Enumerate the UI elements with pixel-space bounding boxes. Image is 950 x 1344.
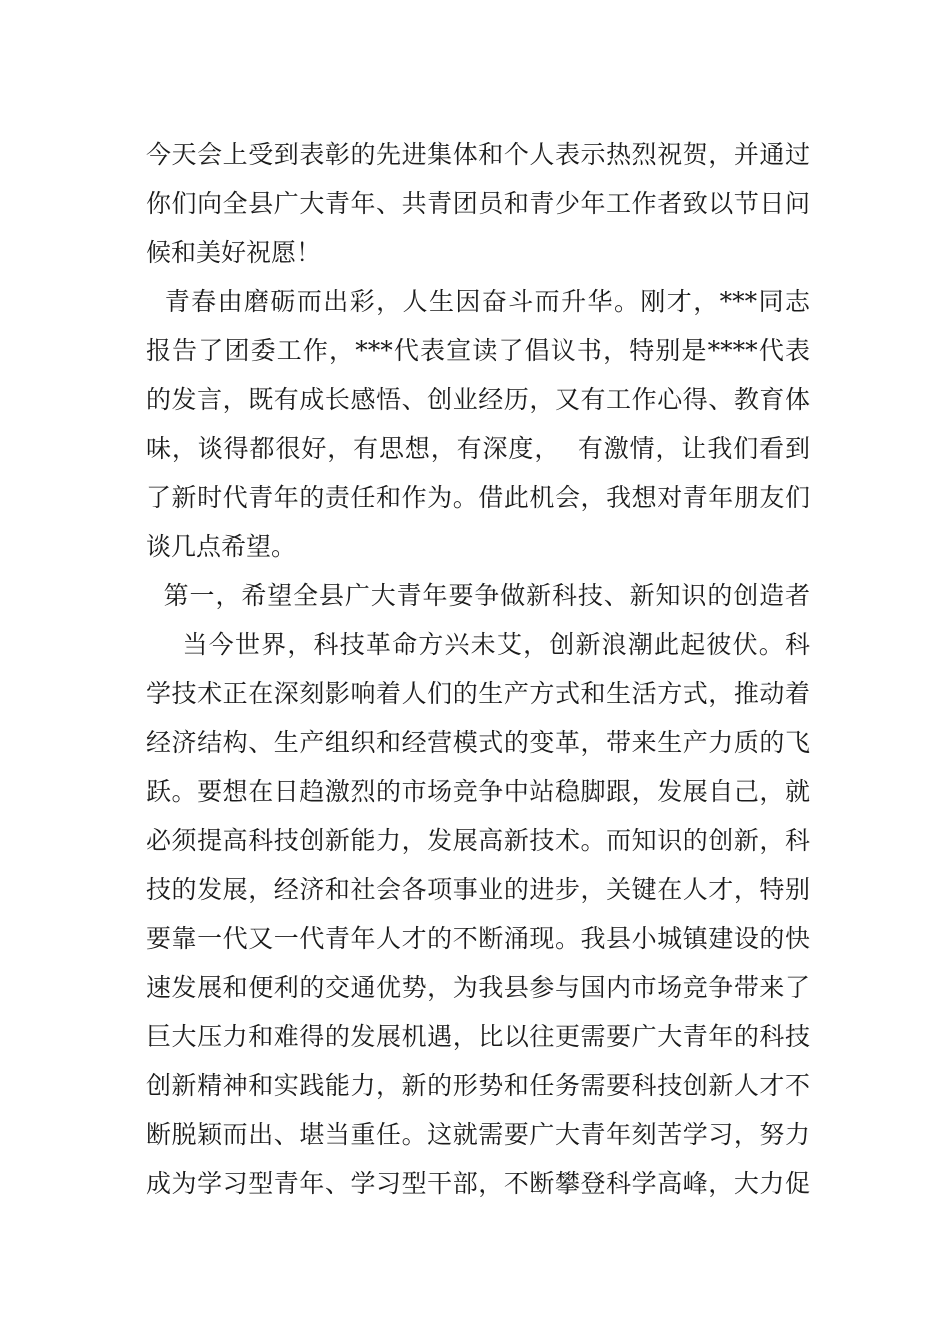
text-line: 要靠一代又一代青年人才的不断涌现。我县小城镇建设的快 — [146, 924, 810, 953]
text-line: 谈几点希望。 — [146, 532, 297, 561]
text-line: 速发展和便利的交通优势，为我县参与国内市场竞争带来了 — [146, 973, 810, 1002]
text-line: 了新时代青年的责任和作为。借此机会，我想对青年朋友们 — [146, 483, 810, 512]
text-line: 味，谈得都很好，有思想，有深度， 有激情，让我们看到 — [146, 434, 810, 463]
text-line: 的发言，既有成长感悟、创业经历，又有工作心得、教育体 — [146, 385, 810, 414]
text-line: 青春由磨砺而出彩，人生因奋斗而升华。刚才，***同志 — [146, 287, 810, 316]
text-line: 经济结构、生产组织和经营模式的变革，带来生产力质的飞 — [146, 728, 810, 757]
text-line: 跃。要想在日趋激烈的市场竞争中站稳脚跟，发展自己，就 — [146, 777, 810, 806]
text-line: 断脱颖而出、堪当重任。这就需要广大青年刻苦学习，努力 — [146, 1120, 810, 1149]
text-line: 创新精神和实践能力，新的形势和任务需要科技创新人才不 — [146, 1071, 810, 1100]
text-line: 今天会上受到表彰的先进集体和个人表示热烈祝贺，并通过 — [146, 140, 810, 169]
text-line: 学技术正在深刻影响着人们的生产方式和生活方式，推动着 — [146, 679, 810, 708]
text-line: 必须提高科技创新能力，发展高新技术。而知识的创新，科 — [146, 826, 810, 855]
text-line: 巨大压力和难得的发展机遇，比以往更需要广大青年的科技 — [146, 1022, 810, 1051]
text-line: 第一，希望全县广大青年要争做新科技、新知识的创造者 — [146, 581, 810, 610]
text-line: 报告了团委工作，***代表宣读了倡议书，特别是****代表 — [146, 336, 810, 365]
text-line: 成为学习型青年、学习型干部，不断攀登科学高峰，大力促 — [146, 1169, 810, 1198]
text-line: 当今世界，科技革命方兴未艾，创新浪潮此起彼伏。科 — [146, 630, 810, 659]
text-line: 你们向全县广大青年、共青团员和青少年工作者致以节日问 — [146, 189, 810, 218]
body-text — [146, 130, 810, 1208]
text-line: 候和美好祝愿！ — [146, 238, 322, 267]
text-line: 技的发展，经济和社会各项事业的进步，关键在人才，特别 — [146, 875, 810, 904]
